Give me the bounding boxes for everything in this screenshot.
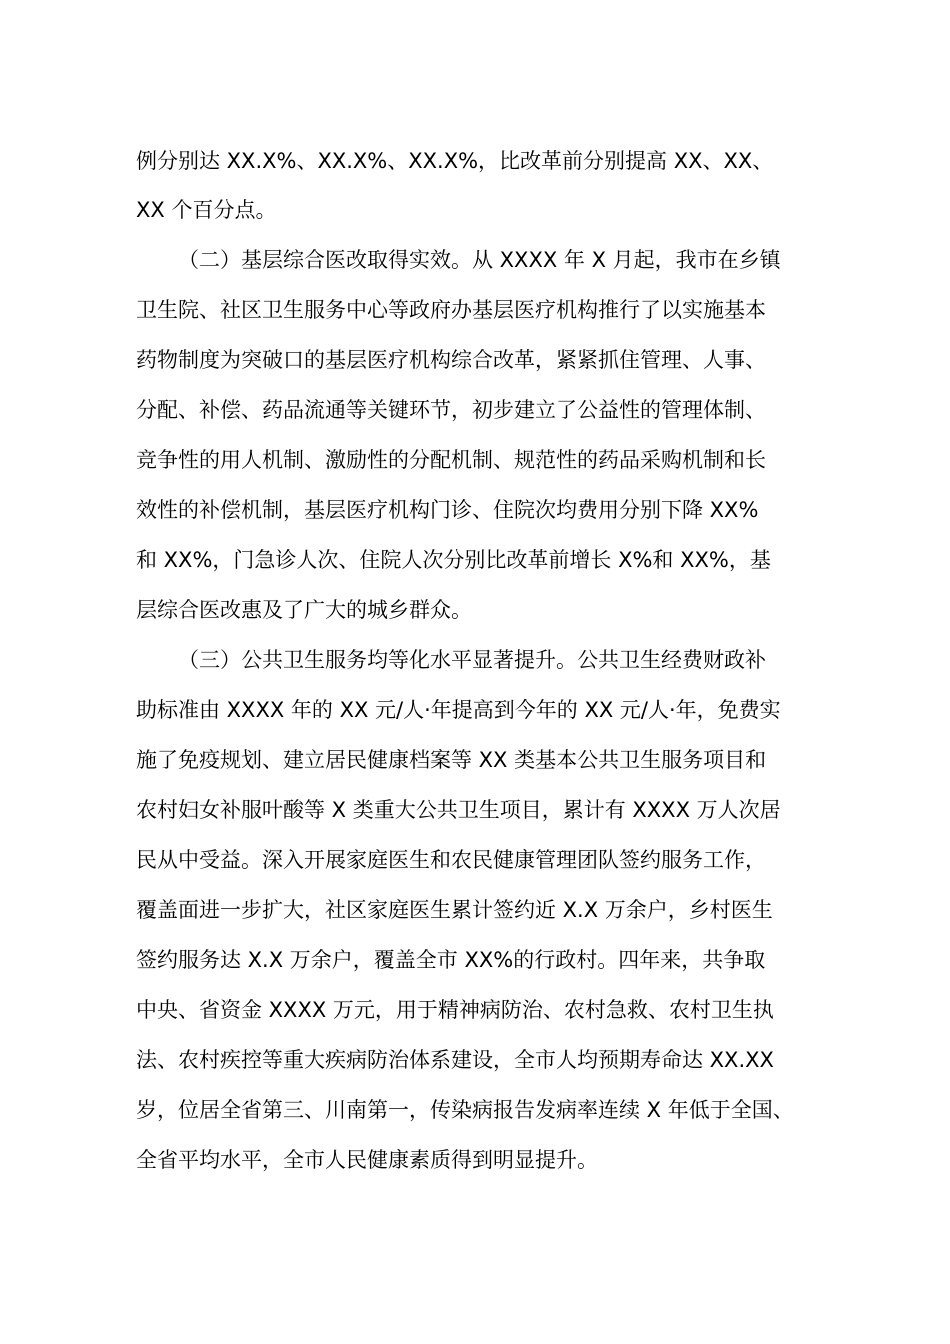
paragraph-3-line-2 <box>0 695 950 725</box>
paragraph-3-line-9 <box>0 1045 950 1075</box>
paragraph-2-line-5 <box>0 445 950 475</box>
text-line: 岁，位居全省第三、川南第一，传染病报告发病率连续 X 年低于全国、 <box>136 1098 794 1122</box>
paragraph-2-line-2 <box>0 295 950 325</box>
text-line: （三）公共卫生服务均等化水平显著提升。公共卫生经费财政补 <box>178 648 766 672</box>
text-line: 卫生院、社区卫生服务中心等政府办基层医疗机构推行了以实施基本 <box>136 298 766 322</box>
text-line: 施了免疫规划、建立居民健康档案等 XX 类基本公共卫生服务项目和 <box>136 748 767 772</box>
paragraph-2-line-7 <box>0 545 950 575</box>
paragraph-2-line-8 <box>0 595 950 625</box>
text-line: 全省平均水平，全市人民健康素质得到明显提升。 <box>136 1148 598 1172</box>
paragraph-3-line-1 <box>0 645 950 675</box>
paragraph-1-line-2 <box>0 195 950 225</box>
text-line: 和 XX%，门急诊人次、住院人次分别比改革前增长 X%和 XX%，基 <box>136 548 771 572</box>
paragraph-3-line-7 <box>0 945 950 975</box>
paragraph-2-line-1 <box>0 245 950 275</box>
paragraph-3-line-8 <box>0 995 950 1025</box>
paragraph-1-line-1 <box>0 146 950 176</box>
paragraph-3-line-10 <box>0 1095 950 1125</box>
paragraph-3-line-3 <box>0 745 950 775</box>
text-line: 助标准由 XXXX 年的 XX 元/人·年提高到今年的 XX 元/人·年，免费实 <box>136 698 781 722</box>
paragraph-2-line-6 <box>0 495 950 525</box>
paragraph-3-line-5 <box>0 845 950 875</box>
paragraph-3-line-6 <box>0 895 950 925</box>
paragraph-3-line-4 <box>0 795 950 825</box>
text-line: 农村妇女补服叶酸等 X 类重大公共卫生项目，累计有 XXXX 万人次居 <box>136 798 781 822</box>
text-line: 覆盖面进一步扩大，社区家庭医生累计签约近 X.X 万余户，乡村医生 <box>136 898 773 922</box>
text-line: 法、农村疾控等重大疾病防治体系建设，全市人均预期寿命达 XX.XX <box>136 1048 774 1072</box>
text-line: 药物制度为突破口的基层医疗机构综合改革，紧紧抓住管理、人事、 <box>136 348 766 372</box>
text-line: 层综合医改惠及了广大的城乡群众。 <box>136 598 472 622</box>
text-line: 效性的补偿机制，基层医疗机构门诊、住院次均费用分别下降 XX% <box>136 498 759 522</box>
text-line: XX 个百分点。 <box>136 198 277 222</box>
text-line: 民从中受益。深入开展家庭医生和农民健康管理团队签约服务工作， <box>136 848 766 872</box>
paragraph-2-line-4 <box>0 395 950 425</box>
text-line: 竞争性的用人机制、激励性的分配机制、规范性的药品采购机制和长 <box>136 448 766 472</box>
text-line: 中央、省资金 XXXX 万元，用于精神病防治、农村急救、农村卫生执 <box>136 998 774 1022</box>
text-line: 例分别达 XX.X%、XX.X%、XX.X%，比改革前分别提高 XX、XX、 <box>136 149 774 173</box>
paragraph-2-line-3 <box>0 345 950 375</box>
text-line: （二）基层综合医改取得实效。从 XXXX 年 X 月起，我市在乡镇 <box>178 248 781 272</box>
text-line: 分配、补偿、药品流通等关键环节，初步建立了公益性的管理体制、 <box>136 398 766 422</box>
paragraph-3-line-11 <box>0 1145 950 1175</box>
text-line: 签约服务达 X.X 万余户，覆盖全市 XX%的行政村。四年来，共争取 <box>136 948 766 972</box>
